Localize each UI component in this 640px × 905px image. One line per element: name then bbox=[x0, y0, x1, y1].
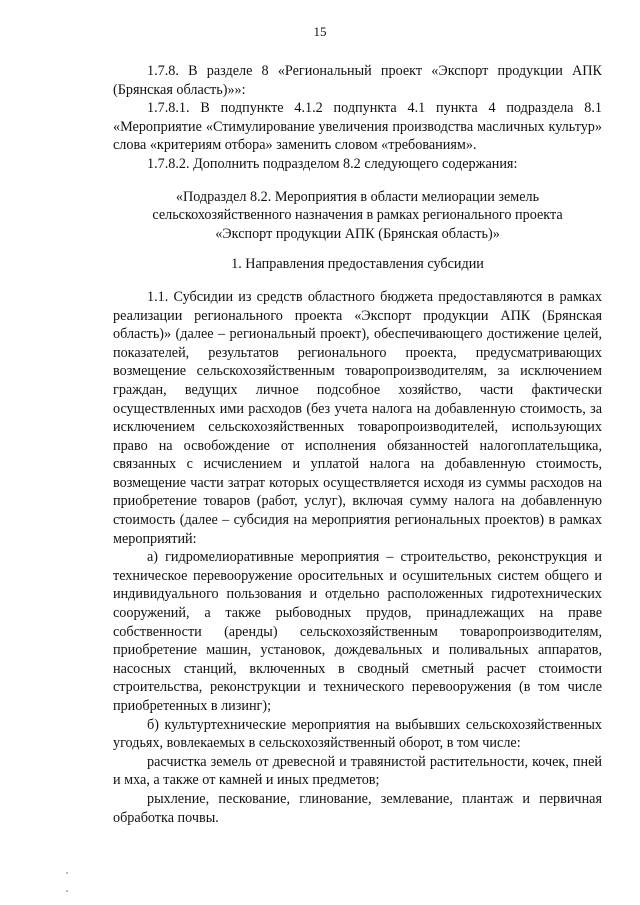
paragraph-1-7-8: 1.7.8. В разделе 8 «Региональный проект «Экспорт продукции АПК (Брянская область)»»: bbox=[113, 63, 602, 98]
paragraph-item-a: а) гидромелиоративные мероприятия – строительство, реконструкция и техническое перевооружение оросительных и осушительных систем общего и индивидуального пользования и отдельно расположенных гидротехнических сооружений, а также рыбоводных прудов, принадлежащих на праве собственности (аренды) сельскохозяйственным товаропроизводителям, приобретение машин, установок, дождевальных и поливальных аппаратов, насосных станций, включенных в сводный сметный расчет стоимости строительства, реконструкции и технического перевооружения (в том числе приобретенных в лизинг); bbox=[113, 549, 602, 714]
document-body bbox=[113, 62, 602, 827]
scan-mark bbox=[66, 890, 68, 892]
scan-mark bbox=[66, 872, 68, 874]
paragraph-clearing: расчистка земель от древесной и травянистой растительности, кочек, пней и мха, а также от камней и иных предметов; bbox=[113, 753, 602, 789]
section-heading-line-3: «Экспорт продукции АПК (Брянская область)» bbox=[215, 225, 500, 242]
section-heading-line-2: сельскохозяйственного назначения в рамках регионального проекта bbox=[152, 207, 563, 224]
page-number: 15 bbox=[313, 24, 327, 39]
paragraph-1-7-8-1: 1.7.8.1. В подпункте 4.1.2 подпункта 4.1 пункта 4 подраздела 8.1 «Мероприятие «Стимулирование увеличения производства масличных культур» слова «критериям отбора» заменить словом «требованиям». bbox=[113, 100, 602, 154]
paragraph-loosening: рыхление, пескование, глинование, землевание, плантаж и первичная обработка почвы. bbox=[113, 790, 602, 826]
paragraph-1-1: 1.1. Субсидии из средств областного бюджета предоставляются в рамках реализации регионального проекта «Экспорт продукции АПК (Брянская область)» (далее – региональный проект), обеспечивающего достижение целей, показателей, результатов регионального проекта, предусматривающих возмещение сельскохозяйственным товаропроизводителям, за исключением граждан, ведущих личное подсобное хозяйство, части фактически осуществленных ими расходов (без учета налога на добавленную стоимость, за исключением сельскохозяйственных товаропроизводителей, использующих право на освобождение от исполнения обязанностей налогоплательщика, связанных с исчислением и уплатой налога на добавленную стоимость, возмещение части затрат которых осуществляется исходя из суммы расходов на приобретение товаров (работ, услуг), включая сумму налога на добавленную стоимость (далее – субсидия на мероприятия региональных проектов) в рамках мероприятий: bbox=[113, 288, 602, 547]
section-heading bbox=[113, 188, 602, 244]
paragraph-1-7-8-2: 1.7.8.2. Дополнить подразделом 8.2 следующего содержания: bbox=[147, 155, 518, 172]
section-heading-line-1: «Подраздел 8.2. Мероприятия в области мелиорации земель bbox=[175, 188, 540, 205]
subsection-heading: 1. Направления предоставления субсидии bbox=[231, 256, 484, 273]
paragraph-item-b: б) культуртехнические мероприятия на выбывших сельскохозяйственных угодьях, вовлекаемых в сельскохозяйственный оборот, в том числе: bbox=[113, 716, 602, 752]
